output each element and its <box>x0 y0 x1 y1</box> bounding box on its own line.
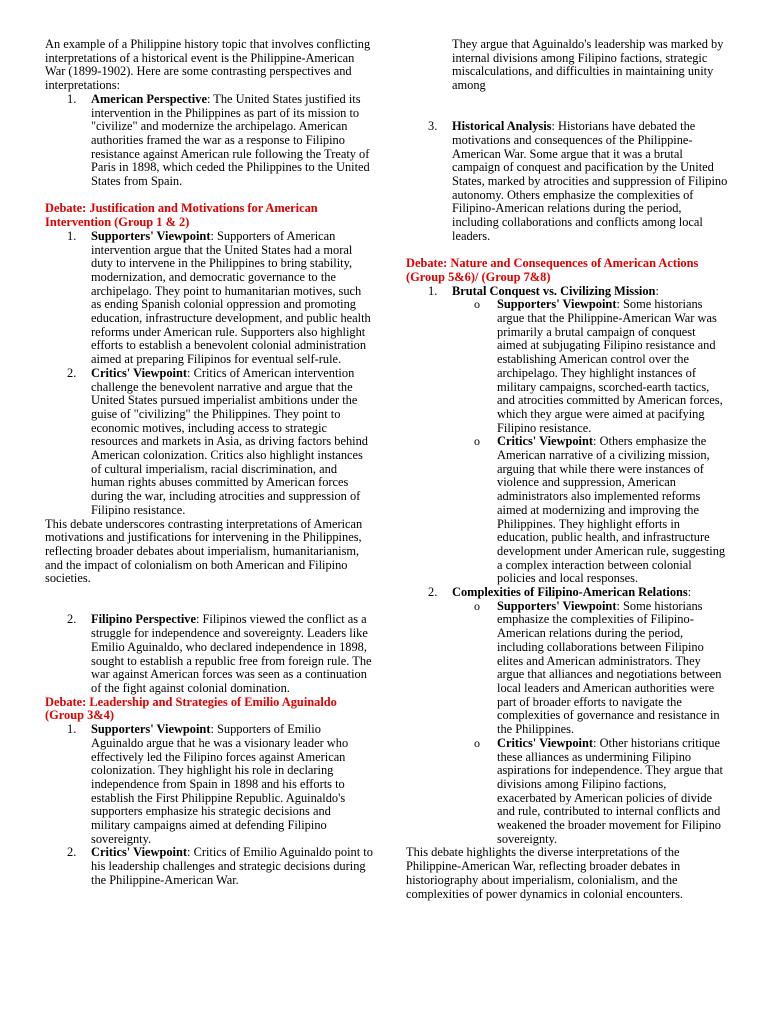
bullet-icon: o <box>474 735 480 750</box>
debate1-critics <box>45 367 373 518</box>
debate3-topic1-supporters <box>406 298 728 435</box>
item-title: Filipino Perspective <box>91 612 196 627</box>
list-number: 1. <box>67 722 77 737</box>
item-colon: : <box>687 585 692 600</box>
bullet-icon: o <box>474 297 480 312</box>
left-column <box>45 38 373 888</box>
debate3-topic2-supporters <box>406 600 728 737</box>
item-text: : Others emphasize the American narrative of a civilizing mission, arguing that while there were instances of violence and suppression, American administrators also implemented reforms aimed at modernizing and improving the Philippines. They highlight efforts in education, public health, and infrastructure development under American rule, suggesting a complex interaction between colonial policies and local responses. <box>497 434 726 586</box>
item-colon: : <box>655 283 659 298</box>
item-title: Supporters' Viewpoint <box>91 722 211 737</box>
list-number: 2. <box>67 612 77 627</box>
item-text: : Critics of American intervention challenge the benevolent narrative and argue that the United States pursued imperialist ambitions under the guise of "civilizing" the Philippines. They point to economic motives, including access to strategic resources and markets in Asia, as driving factors behind American colonization. Critics also highlight instances of cultural imperialism, racial discrimination, and human rights abuses committed by American forces during the war, including atrocities and suppression of Filipino resistance. <box>91 365 368 517</box>
item-title: Historical Analysis <box>452 119 552 134</box>
list-number: 1. <box>428 283 438 298</box>
perspective-filipino <box>45 613 373 695</box>
item-text: : The United States justified its intervention in the Philippines as part of its mission to "civilize" and modernize the archipelago. American authorities framed the war as a response to Filipino resistance against American rule following the Treaty of Paris in 1898, which ceded the Philippines to the United States from Spain. <box>91 91 370 189</box>
item-text: They argue that Aguinaldo's leadership was marked by internal divisions among Filipino factions, strategic miscalculations, and difficulties in maintaining unity among <box>452 37 724 93</box>
item-text: : Supporters of Emilio Aguinaldo argue that he was a visionary leader who effectively led the Filipino forces against American colonization. They highlight his role in declaring independence from Spain in 1898 and his efforts to establish the First Philippine Republic. Aguinaldo's supporters emphasize his strategic decisions and military campaigns aimed at defending Filipino sovereignty. <box>91 722 349 846</box>
right-column <box>406 38 728 901</box>
intro-paragraph: An example of a Philippine history topic that involves conflicting interpretations of a historical event is the Philippine-American War (1899-1902). Here are some contrasting perspectives and interpretations: <box>45 37 371 93</box>
debate3-topic1-critics <box>406 435 728 586</box>
item-title: Critics' Viewpoint <box>497 434 594 449</box>
continued-paragraph <box>406 38 728 93</box>
debate1-supporters <box>45 230 373 367</box>
bullet-icon: o <box>474 598 480 613</box>
debate-heading-2: Debate: Leadership and Strategies of Emilio Aguinaldo (Group 3&4) <box>45 694 337 723</box>
item-title: Supporters' Viewpoint <box>497 598 617 613</box>
item-title: Critics' Viewpoint <box>497 735 594 750</box>
item-text: : Filipinos viewed the conflict as a struggle for independence and sovereignty. Leaders like Emilio Aguinaldo, who declared independence in 1898, sought to establish a republic free from foreign rule. The war against American forces was seen as a continuation of the fight against colonial domination. <box>91 612 372 695</box>
perspective-american <box>45 93 373 189</box>
item-title: Supporters' Viewpoint <box>91 228 211 243</box>
item-text: : Historians have debated the motivations and consequences of the Philippine-American War. Some argue that it was a brutal campaign of conquest and pacification by the United States, marked by atrocities and suppression of Filipino autonomy. Others emphasize the complexities of Filipino-American relations during the period, including collaborations and conflicts among local leaders. <box>452 119 728 243</box>
item-title: Complexities of Filipino-American Relations <box>452 585 688 600</box>
list-number: 2. <box>67 365 77 380</box>
list-number: 1. <box>67 228 77 243</box>
bullet-icon: o <box>474 434 480 449</box>
perspective-historical <box>406 120 728 243</box>
item-text: : Supporters of American intervention argue that the United States had a moral duty to intervene in the Philippines to bring stability, modernization, and democratic governance to the archipelago. They point to humanitarian motives, such as ending Spanish colonial oppression and promoting education, infrastructure development, and public health reforms under American rule. Supporters also highlight efforts to establish a benevolent colonial administration aimed at preparing Filipinos for eventual self-rule. <box>91 228 371 367</box>
item-text: : Other historians critique these alliances as undermining Filipino aspirations for independence. They argue that divisions among Filipino factions, exacerbated by American policies of divide and rule, contributed to internal conflicts and weakened the broader movement for Filipino sovereignty. <box>497 735 723 846</box>
item-title: Supporters' Viewpoint <box>497 297 617 312</box>
item-title: Critics' Viewpoint <box>91 845 188 860</box>
debate3-summary: This debate highlights the diverse interpretations of the Philippine-American War, reflecting broader debates in historiography about imperialism, colonialism, and the complexities of power dynamics in colonial encounters. <box>406 845 683 901</box>
debate3-topic-1 <box>406 285 728 299</box>
list-number: 2. <box>428 585 438 600</box>
debate3-topic-2 <box>406 586 728 600</box>
debate2-supporters <box>45 723 373 846</box>
list-number: 2. <box>67 845 77 860</box>
item-title: Critics' Viewpoint <box>91 365 188 380</box>
debate3-topic2-critics <box>406 737 728 847</box>
item-title: American Perspective <box>91 91 207 106</box>
debate-heading-1: Debate: Justification and Motivations for American Intervention (Group 1 & 2) <box>45 201 318 230</box>
debate2-critics <box>45 846 373 887</box>
item-text: : Some historians emphasize the complexities of Filipino-American relations during the period, including collaborations between Filipino elites and American administrators. They argue that alliances and negotiations between local leaders and American authorities were part of broader efforts to navigate the complexities of governance and resistance in the Philippines. <box>497 598 722 737</box>
list-number: 1. <box>67 91 77 106</box>
debate-heading-3: Debate: Nature and Consequences of American Actions (Group 5&6)/ (Group 7&8) <box>406 256 699 284</box>
item-text: : Critics of Emilio Aguinaldo point to his leadership challenges and strategic decisions during the Philippine-American War. <box>91 845 373 887</box>
list-number: 3. <box>428 119 438 134</box>
item-title: Brutal Conquest vs. Civilizing Mission <box>452 283 656 298</box>
debate1-summary: This debate underscores contrasting interpretations of American motivations and justifications for intervening in the Philippines, reflecting broader debates about imperialism, humanitarianism, and the impact of colonialism on both American and Filipino societies. <box>45 516 363 586</box>
item-text: : Some historians argue that the Philippine-American War was primarily a brutal campaign of conquest aimed at subjugating Filipino resistance and establishing American control over the archipelago. They highlight instances of military campaigns, scorched-earth tactics, and atrocities committed by American forces, which they argue were aimed at pacifying Filipino resistance. <box>497 297 723 435</box>
